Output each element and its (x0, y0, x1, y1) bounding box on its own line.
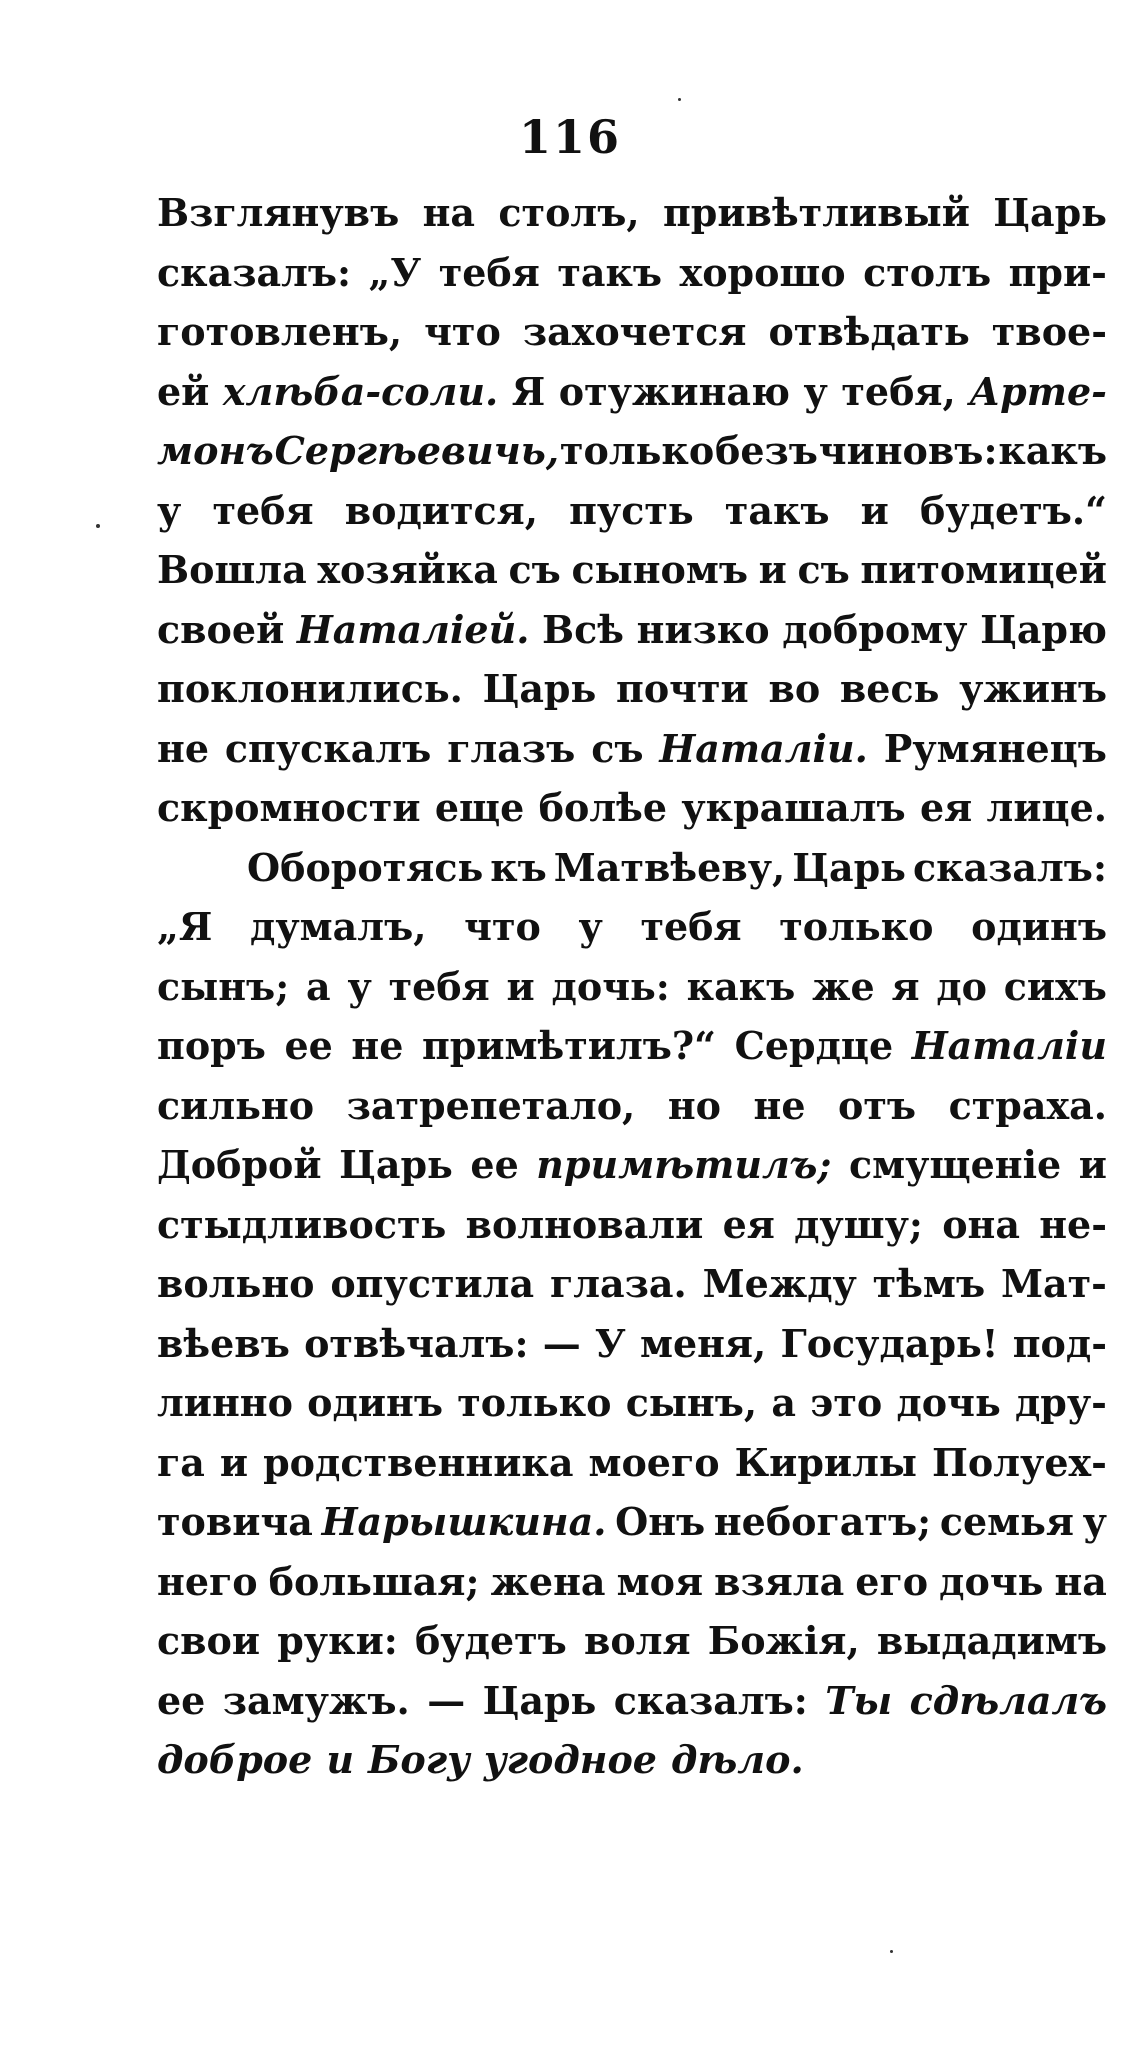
text-word: родственника (263, 1439, 574, 1485)
text-word: примѣтилъ; (536, 1142, 832, 1187)
text-word: ее (157, 1677, 206, 1723)
text-word: почти (616, 666, 749, 711)
text-word: небогатъ; (713, 1499, 932, 1544)
text-line (157, 1678, 1107, 1738)
text-word: Наталіи. (659, 725, 868, 771)
text-word: хлѣба-соли. (222, 368, 499, 414)
text-word: ея (722, 1201, 775, 1247)
text-word: Вошла (157, 547, 307, 592)
text-word: семья (939, 1499, 1074, 1544)
text-word: а (306, 963, 331, 1009)
text-word: питомицей (860, 547, 1107, 592)
text-word: доброе (157, 1737, 313, 1782)
text-line (157, 607, 1107, 667)
text-word: дочь (939, 1558, 1044, 1604)
text-word: будетъ (414, 1618, 567, 1663)
text-word: что (424, 309, 501, 354)
text-word: ея (919, 785, 973, 830)
text-word: и (326, 1737, 354, 1782)
page-number: 116 (518, 110, 622, 164)
text-word: Полуех- (932, 1439, 1107, 1485)
text-word: дру- (1014, 1380, 1107, 1425)
text-word: лице. (986, 785, 1107, 830)
text-line (157, 1380, 1107, 1440)
text-line (157, 1023, 1107, 1083)
text-word: одинъ (971, 904, 1107, 949)
text-word: глазъ (447, 725, 576, 771)
text-line (157, 250, 1107, 310)
text-word: Сердце (734, 1023, 894, 1068)
text-word: столъ (863, 249, 992, 295)
text-word: отъ (838, 1082, 917, 1128)
text-word: къ (490, 844, 547, 890)
text-word: отужинаю (558, 368, 790, 414)
text-word: сынъ; (157, 963, 290, 1009)
text-word: Онъ (615, 1499, 706, 1544)
text-word: хорошо (679, 249, 846, 295)
text-word: его (855, 1558, 929, 1604)
text-word: Мат- (1000, 1261, 1107, 1306)
text-word: будетъ.“ (919, 487, 1107, 533)
text-word: монъ (157, 428, 274, 473)
text-line (157, 428, 1107, 488)
text-word: у (803, 368, 828, 414)
text-line (157, 488, 1107, 548)
text-word: Оборотясь (247, 844, 484, 890)
text-word: до (936, 963, 987, 1009)
text-line (157, 309, 1107, 369)
text-word: дочь: (551, 963, 670, 1009)
text-word: Доброй (157, 1142, 322, 1187)
text-word: смущеніе (849, 1142, 1062, 1187)
text-word: съ (591, 725, 644, 771)
text-word: Царь (482, 1677, 597, 1723)
text-word: отвѣчалъ: (304, 1320, 529, 1366)
text-word: а (771, 1380, 796, 1425)
text-word: захочется (522, 309, 747, 354)
text-word: ей (157, 368, 210, 414)
text-word: ее (470, 1142, 519, 1187)
text-word: товича (157, 1499, 313, 1544)
text-line (157, 1559, 1107, 1619)
text-line (157, 1202, 1107, 1262)
text-word: только (559, 428, 715, 473)
text-word: и (1078, 1142, 1107, 1187)
text-word: Царь (993, 190, 1107, 235)
text-word: угодное (483, 1737, 657, 1782)
text-word: „Я (157, 904, 213, 949)
text-word: Всѣ (542, 606, 625, 652)
text-word: и (758, 547, 787, 592)
text-word: привѣтливый (662, 190, 970, 235)
text-word: такъ (724, 487, 830, 533)
text-word: это (810, 1380, 883, 1425)
text-word: меня, (639, 1320, 767, 1366)
text-line (157, 964, 1107, 1024)
text-word: тѣмъ (872, 1261, 986, 1306)
text-word: затрепетало, (346, 1082, 636, 1128)
text-word: у (1082, 1499, 1107, 1544)
text-word: у (578, 904, 603, 949)
text-word: моего (588, 1439, 720, 1485)
text-line (157, 785, 1107, 845)
text-word: поръ (157, 1023, 266, 1068)
text-word: она (942, 1201, 1020, 1247)
text-word: — (542, 1320, 581, 1366)
text-word: скромности (157, 785, 421, 830)
text-word: тебя (212, 487, 314, 533)
text-word: при- (1008, 249, 1107, 295)
text-word: Между (702, 1261, 857, 1306)
text-word: только (779, 904, 934, 949)
body-text (157, 190, 1107, 1797)
text-word: страха. (948, 1082, 1107, 1128)
text-word: Сергѣевичь, (274, 428, 560, 473)
text-word: только (457, 1380, 612, 1425)
text-word: отвѣдать (768, 309, 970, 354)
text-word: что (464, 904, 541, 949)
text-line (157, 1618, 1107, 1678)
text-word: чиновъ: (818, 428, 998, 473)
text-word: Божія, (707, 1618, 860, 1663)
text-word: тебя (388, 963, 490, 1009)
text-word: линно (157, 1380, 293, 1425)
text-word: сдѣлалъ (909, 1677, 1107, 1723)
text-word: Матвѣеву, (553, 844, 786, 890)
text-line (157, 1499, 1107, 1559)
text-word: глаза. (549, 1261, 687, 1306)
text-word: Кирилы (734, 1439, 918, 1485)
text-word: вольно (157, 1261, 315, 1306)
text-word: Арте- (969, 368, 1107, 414)
text-line (157, 1321, 1107, 1381)
text-word: сказалъ: (157, 249, 352, 295)
text-word: Нарышкина. (321, 1499, 607, 1544)
text-word: твое- (991, 309, 1107, 354)
text-word: „У (368, 249, 422, 295)
text-word: опустила (330, 1261, 535, 1306)
text-line (157, 1142, 1107, 1202)
text-word: большая; (268, 1558, 480, 1604)
text-word: воля (583, 1618, 691, 1663)
text-word: Царь (792, 844, 906, 890)
text-word: стыдливость (157, 1201, 447, 1247)
text-word: поклонились. (157, 666, 463, 711)
text-word: душу; (794, 1201, 923, 1247)
text-word: У (594, 1320, 626, 1366)
text-word: не- (1039, 1201, 1107, 1247)
text-word: доброму (782, 606, 968, 652)
text-word: украшалъ (681, 785, 906, 830)
text-word: одинъ (307, 1380, 443, 1425)
text-line (157, 726, 1107, 786)
text-word: Богу (367, 1737, 470, 1782)
text-word: готовленъ, (157, 309, 403, 354)
text-word: примѣтилъ?“ (421, 1023, 717, 1068)
text-word: взяла (714, 1558, 845, 1604)
text-word: какъ (998, 428, 1107, 473)
text-word: пусть (569, 487, 694, 533)
text-line (157, 666, 1107, 726)
text-word: у (347, 963, 372, 1009)
text-word: Царь (482, 666, 597, 711)
text-word: еще (434, 785, 525, 830)
text-word: Румянецъ (883, 725, 1107, 771)
text-line (157, 1440, 1107, 1500)
text-word: какъ (686, 963, 796, 1009)
text-word: тебя (640, 904, 742, 949)
text-word: съ (797, 547, 850, 592)
text-word: низко (636, 606, 770, 652)
text-word: сказалъ: (912, 844, 1107, 890)
text-line (157, 904, 1107, 964)
text-word: водится, (344, 487, 538, 533)
text-word: ужинъ (959, 666, 1107, 711)
text-line (157, 547, 1107, 607)
text-word: же (812, 963, 875, 1009)
text-word: безъ (715, 428, 818, 473)
text-word: Наталіей. (296, 606, 530, 652)
text-word: своей (157, 606, 285, 652)
text-word: у (157, 487, 182, 533)
text-word: думалъ, (250, 904, 427, 949)
text-word: и (219, 1439, 249, 1485)
text-word: болѣе (538, 785, 668, 830)
text-word: выдадимъ (876, 1618, 1107, 1663)
text-word: хозяйка (317, 547, 498, 592)
text-word: весь (839, 666, 940, 711)
text-word: столъ, (498, 190, 640, 235)
text-word: Я (511, 368, 546, 414)
text-word: спускалъ (224, 725, 432, 771)
text-word: такъ (557, 249, 663, 295)
text-word: Ты (825, 1677, 893, 1723)
text-word: волновали (465, 1201, 704, 1247)
text-line (157, 369, 1107, 429)
text-word: съ (508, 547, 561, 592)
text-word: Царю (980, 606, 1107, 652)
paper-speck (678, 98, 681, 101)
text-word: дѣло. (670, 1737, 804, 1782)
text-word: сынъ, (625, 1380, 758, 1425)
text-word: вѣевъ (157, 1320, 290, 1366)
text-word: замужъ. (222, 1677, 410, 1723)
text-word: но (667, 1082, 721, 1128)
text-word: свои (157, 1618, 261, 1663)
text-word: жена (490, 1558, 606, 1604)
text-word: я (891, 963, 920, 1009)
paper-speck (96, 524, 100, 528)
text-word: Государь! (780, 1320, 999, 1366)
text-word: Царь (339, 1142, 453, 1187)
paper-speck (890, 1950, 893, 1953)
text-word: не (157, 725, 209, 771)
text-word: на (422, 190, 476, 235)
text-word: во (768, 666, 821, 711)
text-word: и (506, 963, 535, 1009)
text-word: Взглянувъ (157, 190, 400, 235)
text-word: Наталіи (911, 1023, 1107, 1068)
text-word: — (427, 1677, 466, 1723)
text-word: ее (284, 1023, 333, 1068)
text-line (157, 845, 1107, 905)
text-word: не (351, 1023, 404, 1068)
text-word: сказалъ: (613, 1677, 808, 1723)
text-line (157, 1261, 1107, 1321)
text-line (157, 1737, 1107, 1797)
text-word: сильно (157, 1082, 315, 1128)
text-word: не (753, 1082, 806, 1128)
text-word: тебя, (841, 368, 956, 414)
text-word: дочь (896, 1380, 1001, 1425)
text-word: руки: (277, 1618, 398, 1663)
text-word: тебя (438, 249, 540, 295)
text-word: и (860, 487, 889, 533)
text-line (157, 190, 1107, 250)
text-word: под- (1012, 1320, 1107, 1366)
text-word: сыномъ (571, 547, 749, 592)
text-line (157, 1083, 1107, 1143)
text-word: него (157, 1558, 258, 1604)
text-word: моя (616, 1558, 704, 1604)
text-word: на (1054, 1558, 1107, 1604)
text-word: га (157, 1439, 205, 1485)
text-word: сихъ (1003, 963, 1107, 1009)
